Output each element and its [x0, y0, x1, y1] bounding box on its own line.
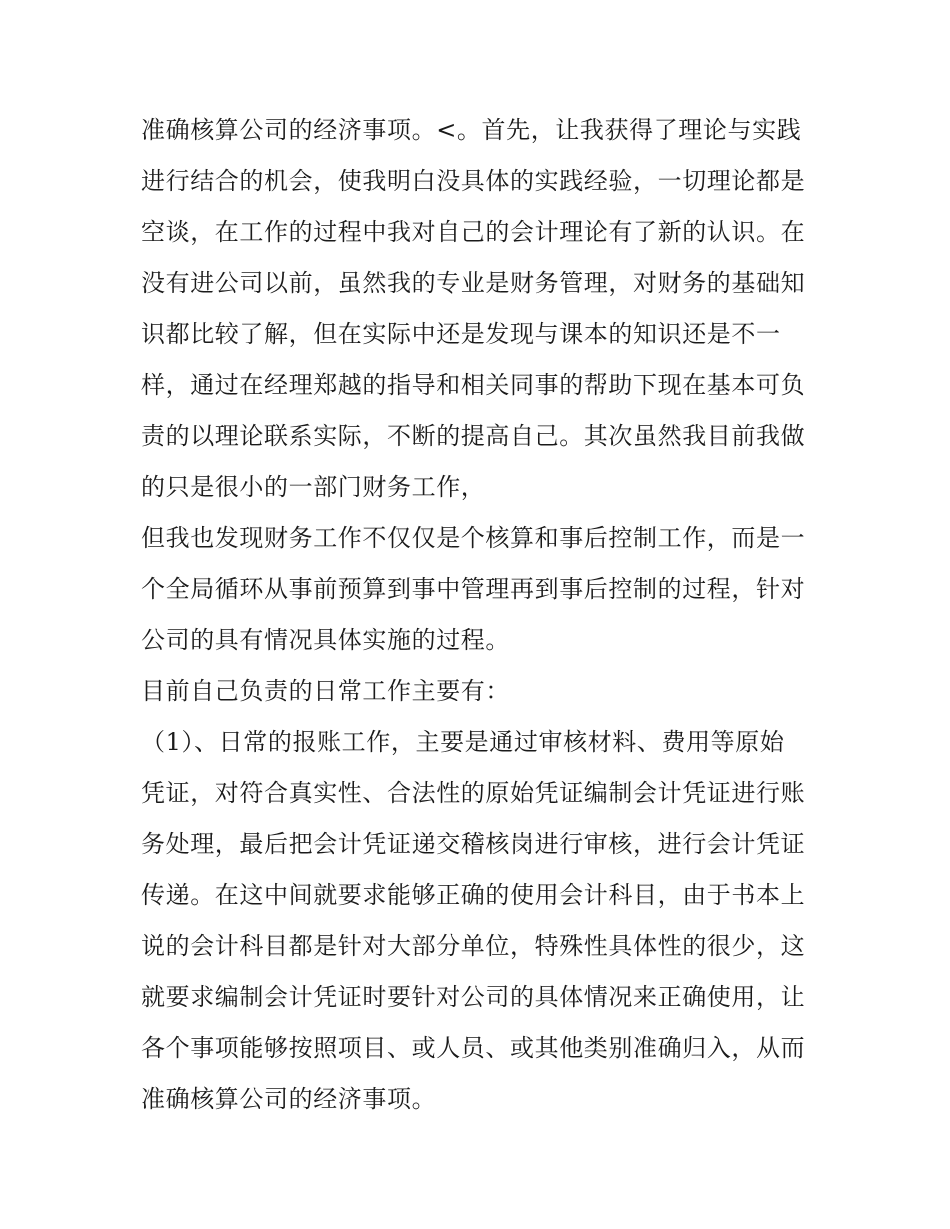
text-line: 目前自己负责的日常工作主要有： [141, 677, 510, 705]
text-line: 样，通过在经理郑越的指导和相关同事的帮助下现在基本可负 [141, 371, 806, 399]
text-line: 空谈，在工作的过程中我对自己的会计理论有了新的认识。在 [141, 218, 806, 246]
text-line: 没有进公司以前，虽然我的专业是财务管理，对财务的基础知 [141, 269, 806, 297]
text-line: 传递。在这中间就要求能够正确的使用会计科目，由于书本上 [141, 881, 806, 909]
text-line: 说的会计科目都是针对大部分单位，特殊性具体性的很少，这 [141, 932, 806, 960]
text-line: 识都比较了解，但在实际中还是发现与课本的知识还是不一 [141, 320, 781, 348]
body-text [141, 105, 813, 1125]
text-line: 进行结合的机会，使我明白没具体的实践经验，一切理论都是 [141, 167, 806, 195]
text-line: 凭证，对符合真实性、合法性的原始凭证编制会计凭证进行账 [141, 779, 806, 807]
text-line: 就要求编制会计凭证时要针对公司的具体情况来正确使用，让 [141, 983, 806, 1011]
text-line: 公司的具有情况具体实施的过程。 [141, 626, 510, 654]
text-line: 准确核算公司的经济事项。<。首先，让我获得了理论与实践 [141, 116, 802, 144]
text-line: （1）、日常的报账工作，主要是通过审核材料、费用等原始 [141, 728, 785, 756]
text-line: 的只是很小的一部门财务工作， [141, 473, 486, 501]
text-line: 准确核算公司的经济事项。 [141, 1085, 437, 1113]
text-line: 责的以理论联系实际，不断的提高自己。其次虽然我目前我做 [141, 422, 806, 450]
text-line: 但我也发现财务工作不仅仅是个核算和事后控制工作，而是一 [141, 524, 806, 552]
text-line: 各个事项能够按照项目、或人员、或其他类别准确归入，从而 [141, 1034, 806, 1062]
text-line: 个全局循环从事前预算到事中管理再到事后控制的过程，针对 [141, 575, 806, 603]
text-line: 务处理，最后把会计凭证递交稽核岗进行审核，进行会计凭证 [141, 830, 806, 858]
